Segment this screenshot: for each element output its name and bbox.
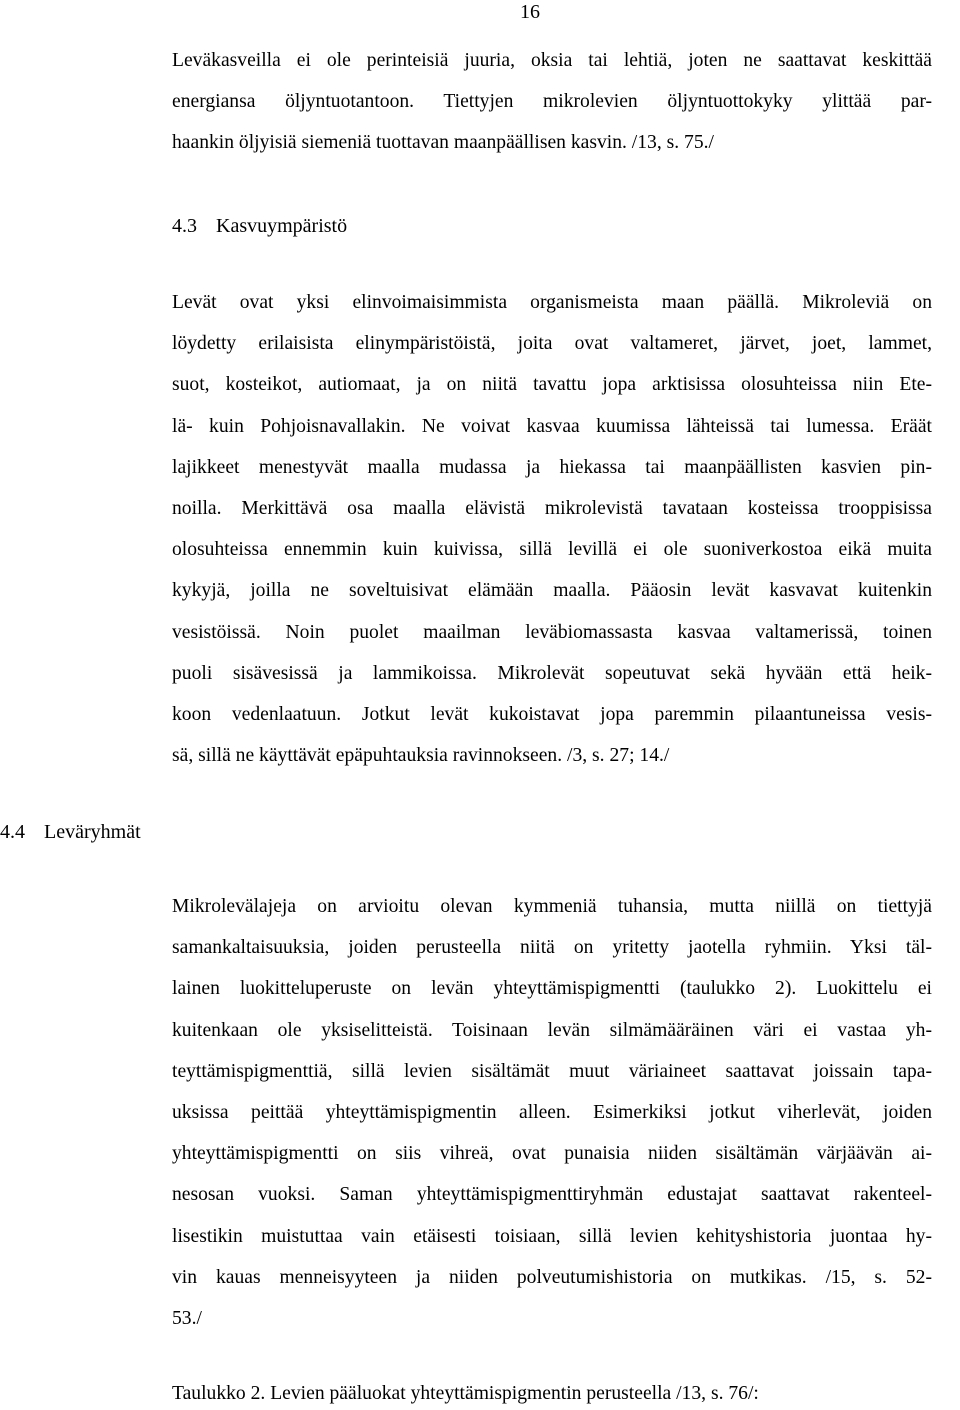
intro-paragraph [172, 40, 932, 164]
text-line: samankaltaisuuksia, joiden perusteella niitä on yritetty jaotella ryhmiin. Yksi täl- [172, 937, 932, 959]
text-line: energiansa öljyntuotantoon. Tiettyjen mikrolevien öljyntuottokyky ylittää par- [172, 91, 932, 113]
text-line: suot, kosteikot, autiomaat, ja on niitä tavattu jopa arktisissa olosuhteissa niin Ete- [172, 374, 932, 396]
text-line: kykyjä, joilla ne soveltuisivat elämään maalla. Pääosin levät kasvavat kuitenkin [172, 580, 932, 602]
section-title: Kasvuympäristö [216, 215, 348, 237]
text-line: vesistöissä. Noin puolet maailman leväbiomassasta kasvaa valtamerissä, toinen [172, 621, 932, 643]
section-heading-4-4 [0, 820, 141, 844]
section-number: 4.3 [172, 215, 197, 237]
text-line: vin kauas menneisyyteen ja niiden polveutumishistoria on mutkikas. /15, s. 52- [172, 1266, 932, 1288]
text-line: lisestikin muistuttaa vain etäisesti toisiaan, sillä levien kehityshistoria juontaa hy- [172, 1225, 932, 1247]
text-line: Levät ovat yksi elinvoimaisimmista organismeista maan päällä. Mikroleviä on [172, 292, 932, 313]
text-line: puoli sisävesissä ja lammikoissa. Mikrolevät sopeutuvat sekä hyvään että heik- [172, 662, 932, 684]
text-line: haankin öljyisiä siemeniä tuottavan maanpäällisen kasvin. /13, s. 75./ [172, 132, 714, 154]
text-line: olosuhteissa ennemmin kuin kuivissa, sillä levillä ei ole suoniverkostoa eikä muita [172, 539, 932, 561]
text-line: lä- kuin Pohjoisnavallakin. Ne voivat kasvaa kuumissa lähteissä tai lumessa. Eräät [172, 415, 932, 437]
text-line: uksissa peittää yhteyttämispigmentin alleen. Esimerkiksi jotkut viherlevät, joiden [172, 1102, 932, 1124]
text-line: yhteyttämispigmentti on siis vihreä, ovat punaisia niiden sisältämän värjäävän ai- [172, 1143, 932, 1165]
text-line: Leväkasveilla ei ole perinteisiä juuria, oksia tai lehtiä, joten ne saattavat keskittää [172, 50, 932, 71]
text-line: lajikkeet menestyvät maalla mudassa ja hiekassa tai maanpäällisten kasvien pin- [172, 456, 932, 478]
text-line: sä, sillä ne käyttävät epäpuhtauksia ravinnokseen. /3, s. 27; 14./ [172, 745, 670, 767]
text-line: löydetty erilaisista elinympäristöistä, joita ovat valtameret, järvet, joet, lammet, [172, 333, 932, 355]
text-line: teyttämispigmenttiä, sillä levien sisältämät muut väriaineet saattavat joissain tapa- [172, 1060, 932, 1082]
text-line: kuitenkaan ole yksiselitteistä. Toisinaan levän silmämääräinen väri ei vastaa yh- [172, 1019, 932, 1041]
section-title: Leväryhmät [44, 821, 141, 843]
text-line: koon vedenlaatuun. Jotkut levät kukoistavat jopa paremmin pilaantuneissa vesis- [172, 704, 932, 726]
table-caption: Taulukko 2. Levien pääluokat yhteyttämispigmentin perusteella /13, s. 76/: [172, 1383, 759, 1404]
text-line: nesosan vuoksi. Saman yhteyttämispigmenttiryhmän edustajat saattavat rakenteel- [172, 1184, 932, 1206]
text-line: Mikrolevälajeja on arvioitu olevan kymmeniä tuhansia, mutta niillä on tiettyjä [172, 896, 932, 917]
section-number: 4.4 [0, 821, 25, 843]
section-4-4-paragraph [172, 886, 932, 1339]
text-line: lainen luokitteluperuste on levän yhteyttämispigmentti (taulukko 2). Luokittelu ei [172, 978, 932, 1000]
section-4-3-paragraph [172, 282, 932, 776]
text-line: 53./ [172, 1308, 202, 1330]
text-line: noilla. Merkittävä osa maalla elävistä mikrolevistä tavataan kosteissa trooppisissa [172, 498, 932, 520]
page-number: 16 [520, 1, 540, 23]
section-heading-4-3 [172, 214, 347, 238]
